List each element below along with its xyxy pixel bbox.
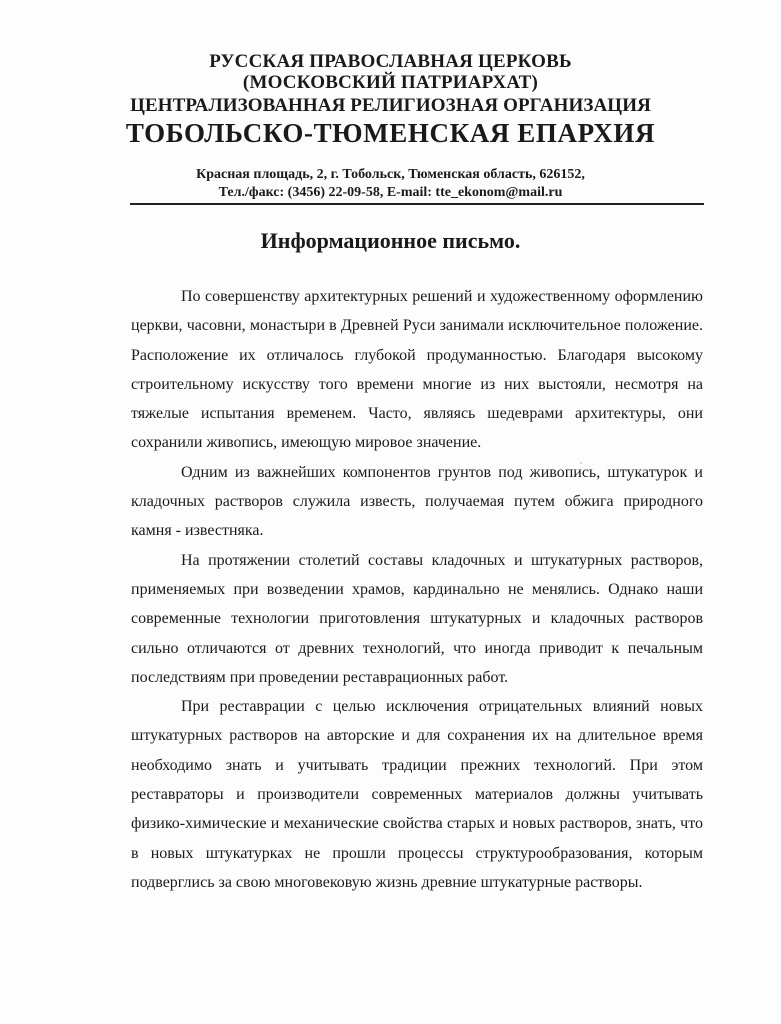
phone-email: Тел./факс: (3456) 22-09-58, E-mail: tte_ekonom@mail.ru <box>218 185 563 200</box>
paragraph-3: На протяжении столетий составы кладочных и штукатурных растворов, применяемых при возведении храмов, кардинально не менялись. Однако наши современные технологии приготовления штукатурных и кладочных растворов сильно отличаются от древних технологий, что иногда приводит к печальным последствиям при проведении реставрационных работ. <box>131 551 703 686</box>
document-title: Информационное письмо. <box>260 228 521 253</box>
organization-type: ЦЕНТРАЛИЗОВАННАЯ РЕЛИГИОЗНАЯ ОРГАНИЗАЦИЯ <box>130 94 651 116</box>
postal-address: Красная площадь, 2, г. Тобольск, Тюменская область, 626152, <box>196 167 585 182</box>
contact-block <box>0 166 781 202</box>
letterhead <box>0 52 781 148</box>
scan-speck <box>580 462 582 464</box>
paragraph-4: При реставрации с целью исключения отрицательных влияний новых штукатурных растворов на авторские и для сохранения их на длительное время необходимо знать и учитывать традиции прежних технологий. При этом реставраторы и производители современных материалов должны учитывать физико-химические и механические свойства старых и новых растворов, знать, что в новых штукатурках не прошли процессы структурообразования, которым подверглись за свою многовековую жизнь древние штукатурные растворы. <box>131 698 703 891</box>
paragraph-1: По совершенству архитектурных решений и художественному оформлению церкви, часовни, монастыри в Древней Руси занимали исключительное положение. Расположение их отличалось глубокой продуманностью. Благодаря высокому строительному искусству того времени многие из них выстояли, несмотря на тяжелые испытания временем. Часто, являясь шедеврами архитектуры, они сохранили живопись, имеющую мировое значение. <box>131 288 703 452</box>
diocese-name: ТОБОЛЬСКО-ТЮМЕНСКАЯ ЕПАРХИЯ <box>125 117 656 148</box>
church-name: РУССКАЯ ПРАВОСЛАВНАЯ ЦЕРКОВЬ <box>209 51 572 72</box>
patriarchate-name: (МОСКОВСКИЙ ПАТРИАРХАТ) <box>242 71 539 93</box>
letter-body <box>131 282 703 897</box>
header-divider <box>130 203 704 205</box>
paragraph-2: Одним из важнейших компонентов грунтов под живопись, штукатурок и кладочных растворов служила известь, получаемая путем обжига природного камня - известняка. <box>131 463 703 540</box>
